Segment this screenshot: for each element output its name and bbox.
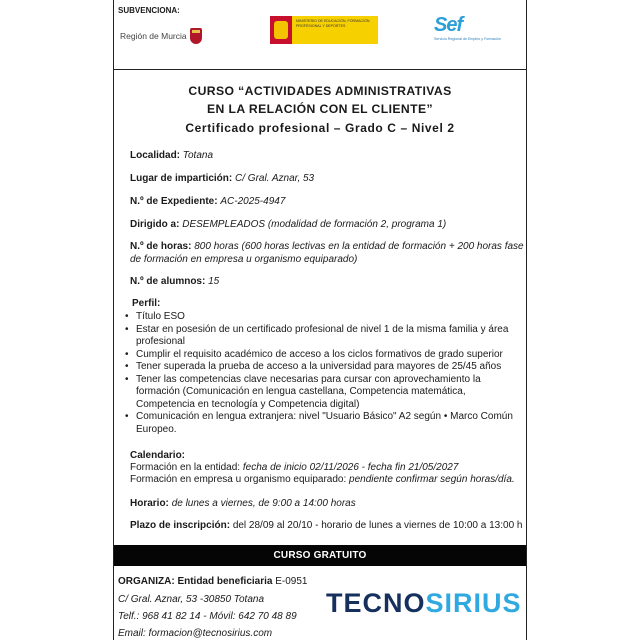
logo-tecno: TECNO xyxy=(326,588,426,618)
murcia-text: Región de Murcia xyxy=(120,31,187,41)
horas-value: 800 horas (600 horas lectivas en la entidad de formación + 200 horas fase de formación en empresa u organismo equiparado) xyxy=(130,241,524,265)
horas-row xyxy=(130,240,525,266)
ministerio-logo xyxy=(270,16,378,44)
dirigido-row xyxy=(130,218,525,231)
course-title-line2: EN LA RELACIÓN CON EL CLIENTE” xyxy=(207,102,433,116)
alumnos-label: N.º de alumnos: xyxy=(130,276,206,287)
lugar-row xyxy=(130,172,525,185)
alumnos-value: 15 xyxy=(208,276,220,287)
list-item: • Tener superada la prueba de acceso a la universidad para mayores de 25/45 años xyxy=(120,361,520,374)
localidad-row xyxy=(130,149,525,162)
perfil-list xyxy=(120,311,520,436)
footer-email: Email: formacion@tecnosirius.com xyxy=(118,628,273,639)
horas-label: N.º de horas: xyxy=(130,241,192,252)
empresa-prefix: Formación en empresa u organismo equiparado: xyxy=(130,474,347,485)
organiza-label: ORGANIZA: Entidad beneficiaria xyxy=(118,576,273,587)
empresa-dates: pendiente confirmar según horas/día. xyxy=(349,474,515,485)
horario-label: Horario: xyxy=(130,498,169,509)
expediente-row xyxy=(130,195,525,208)
horario-row xyxy=(130,497,525,510)
lugar-value: C/ Gral. Aznar, 53 xyxy=(235,173,315,184)
footer-address: C/ Gral. Aznar, 53 -30850 Totana xyxy=(118,594,265,605)
expediente-value: AC-2025-4947 xyxy=(220,196,286,207)
dirigido-value: DESEMPLEADOS (modalidad de formación 2, programa 1) xyxy=(182,219,447,230)
region-murcia-logo xyxy=(120,28,202,44)
spain-emblem-icon xyxy=(270,16,292,44)
list-item: • Cumplir el requisito académico de acceso a los ciclos formativos de grado superior xyxy=(120,349,520,362)
plazo-label: Plazo de inscripción: xyxy=(130,520,231,531)
subvenciona-label: SUBVENCIONA: xyxy=(118,6,180,15)
footer-phones: Telf.: 968 41 82 14 - Móvil: 642 70 48 89 xyxy=(118,611,297,622)
organiza-code: E-0951 xyxy=(275,576,308,587)
tecnosirius-logo xyxy=(326,588,522,619)
localidad-label: Localidad: xyxy=(130,150,181,161)
calendario-empresa xyxy=(130,474,525,486)
calendario-entidad xyxy=(130,462,525,474)
course-sheet xyxy=(113,0,527,640)
list-item: • Título ESO xyxy=(120,311,520,324)
sef-subtitle: Servicio Regional de Empleo y Formación xyxy=(434,37,501,41)
entidad-dates: fecha de inicio 02/11/2026 - fecha fin 21/05/2027 xyxy=(242,462,459,473)
dirigido-label: Dirigido a: xyxy=(130,219,180,230)
perfil-label: Perfil: xyxy=(132,298,161,309)
list-item: • Estar en posesión de un certificado profesional de nivel 1 de la misma familia y área profesional xyxy=(120,324,520,349)
header xyxy=(114,0,526,70)
plazo-row xyxy=(130,519,525,532)
expediente-label: N.º de Expediente: xyxy=(130,196,218,207)
alumnos-row xyxy=(130,275,525,288)
course-title-line1: CURSO “ACTIVIDADES ADMINISTRATIVAS xyxy=(188,84,452,98)
entidad-prefix: Formación en la entidad: xyxy=(130,462,241,473)
organiza-line xyxy=(118,575,308,588)
murcia-shield-icon xyxy=(190,28,202,44)
plazo-value: del 28/09 al 20/10 - horario de lunes a viernes de 10:00 a 13:00 h xyxy=(232,520,523,531)
list-item: • Tener las competencias clave necesarias para cursar con aprovechamiento la formación (Comunicación en lengua castellana, Competencia matemática, Competencia en tecnología y Competencia digital) xyxy=(120,374,520,412)
sef-logo xyxy=(434,14,504,41)
logo-sirius: SIRIUS xyxy=(425,588,522,618)
localidad-value: Totana xyxy=(182,150,214,161)
sef-word: Sef xyxy=(434,14,463,36)
calendario-label: Calendario: xyxy=(130,450,186,461)
ministerio-text: MINISTERIO DE EDUCACIÓN, FORMACIÓN PROFESIONAL Y DEPORTES xyxy=(292,16,378,44)
horario-value: de lunes a viernes, de 9:00 a 14:00 horas xyxy=(171,498,356,509)
course-subtitle: Certificado profesional – Grado C – Nivel 2 xyxy=(185,121,455,135)
lugar-label: Lugar de impartición: xyxy=(130,173,233,184)
list-item: • Comunicación en lengua extranjera: nivel "Usuario Básico" A2 según • Marco Común Europeo. xyxy=(120,411,520,436)
curso-gratuito-banner: CURSO GRATUITO xyxy=(114,545,526,566)
